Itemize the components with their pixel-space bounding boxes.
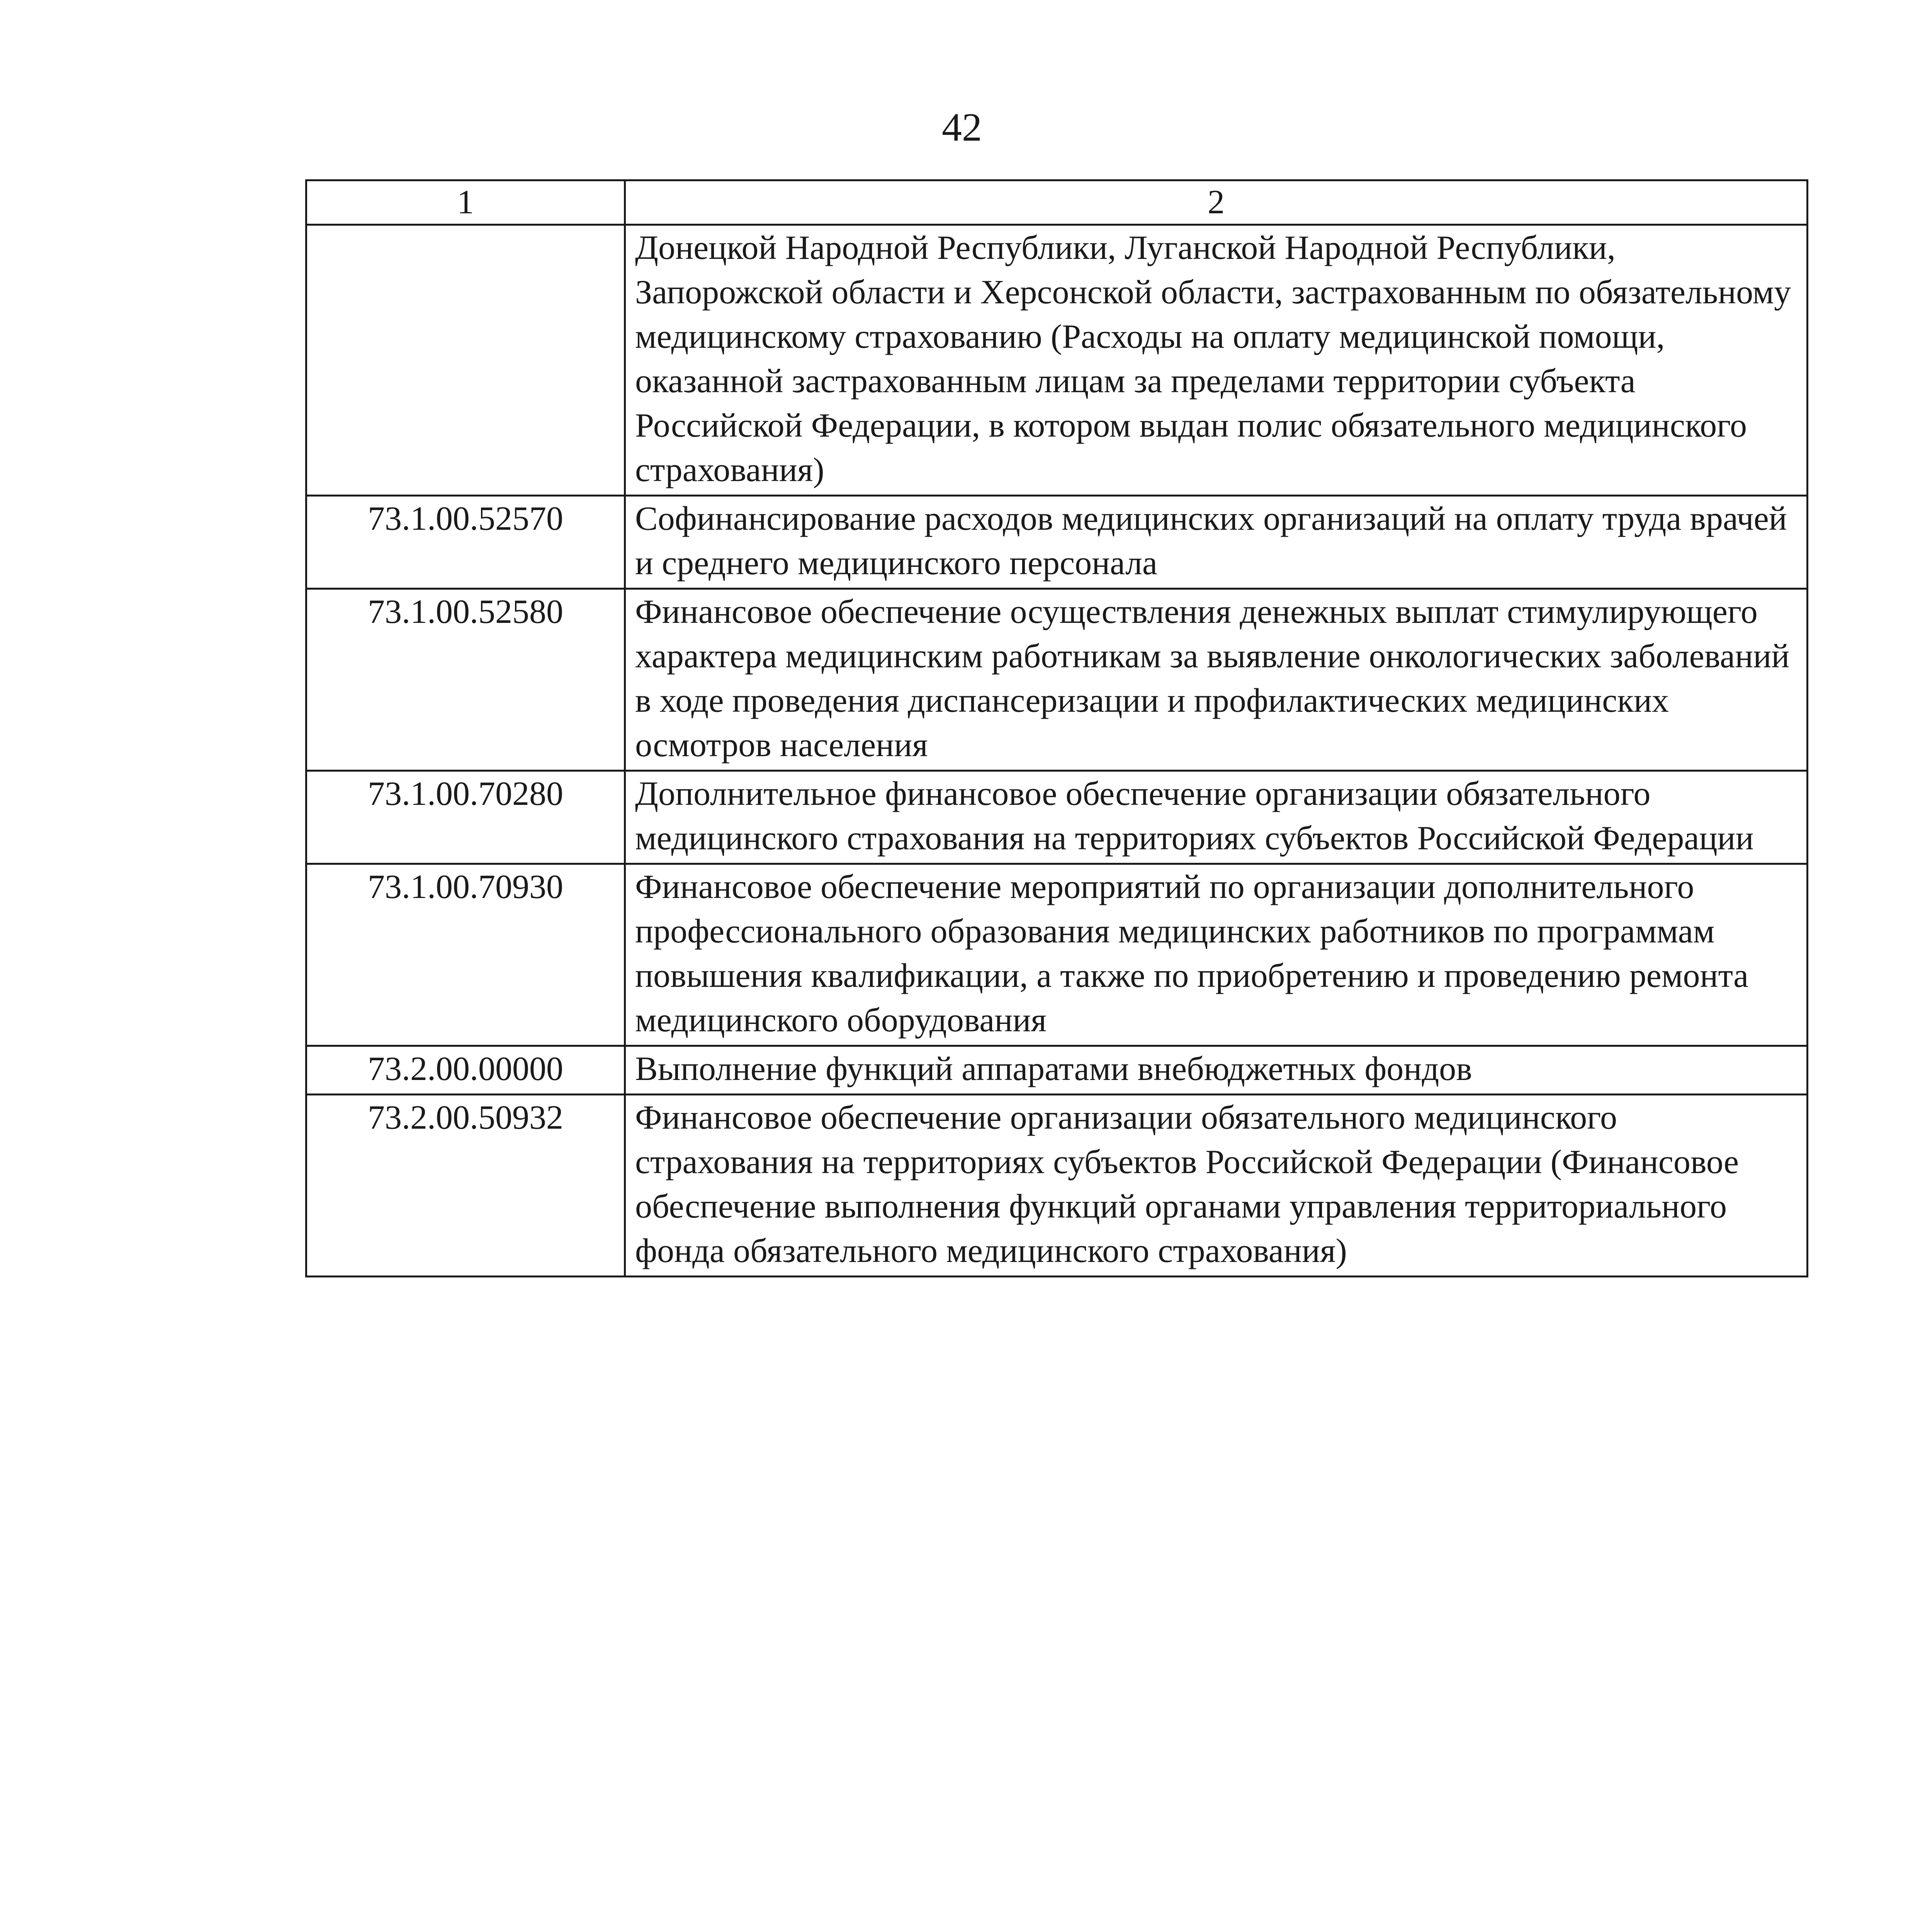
table-row [306,225,1808,496]
budget-classification-table [305,179,1808,1277]
row-code: 73.2.00.50932 [306,1095,625,1277]
row-code: 73.1.00.70280 [306,771,625,864]
column-header-code: 1 [306,180,625,225]
row-description: Выполнение функций аппаратами внебюджетных фондов [625,1046,1808,1095]
row-description: Финансовое обеспечение осуществления денежных выплат стимулирующего характера медицинским работникам за выявление онкологических заболеваний в ходе проведения диспансеризации и профилактических медицинских осмотров населения [625,589,1808,771]
row-code: 73.1.00.52580 [306,589,625,771]
row-code [306,225,625,496]
row-description: Донецкой Народной Республики, Луганской Народной Республики, Запорожской области и Херсонской области, застрахованным по обязательному медицинскому страхованию (Расходы на оплату медицинской помощи, оказанной застрахованным лицам за пределами территории субъекта Российской Федерации, в котором выдан полис обязательного медицинского страхования) [625,225,1808,496]
table-row [306,589,1808,771]
row-code: 73.1.00.52570 [306,496,625,589]
row-description: Финансовое обеспечение организации обязательного медицинского страхования на территориях субъектов Российской Федерации (Финансовое обеспечение выполнения функций органами управления территориального фонда обязательного медицинского страхования) [625,1095,1808,1277]
table-row [306,1046,1808,1095]
row-code: 73.2.00.00000 [306,1046,625,1095]
table-row [306,496,1808,589]
page-number: 42 [942,105,982,150]
row-code: 73.1.00.70930 [306,864,625,1046]
table-row [306,864,1808,1046]
row-description: Дополнительное финансовое обеспечение организации обязательного медицинского страхования на территориях субъектов Российской Федерации [625,771,1808,864]
column-header-description: 2 [625,180,1808,225]
table-row [306,771,1808,864]
table-header-row [306,180,1808,225]
row-description: Финансовое обеспечение мероприятий по организации дополнительного профессионального образования медицинских работников по программам повышения квалификации, а также по приобретению и проведению ремонта медицинского оборудования [625,864,1808,1046]
row-description: Софинансирование расходов медицинских организаций на оплату труда врачей и среднего медицинского персонала [625,496,1808,589]
table-row [306,1095,1808,1277]
